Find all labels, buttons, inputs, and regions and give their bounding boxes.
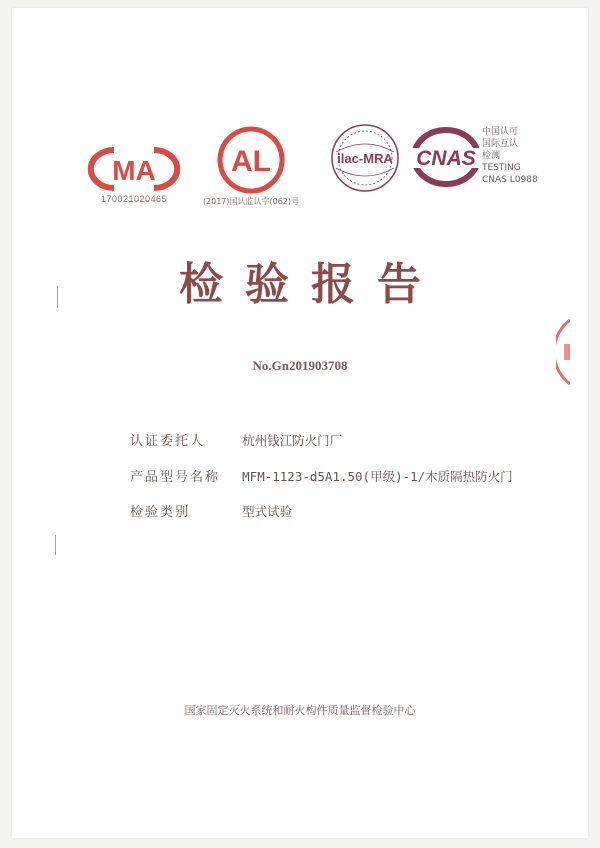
cnas-logo-text: CNAS xyxy=(416,147,476,170)
margin-mark xyxy=(55,535,56,555)
field-label: 检验类别 xyxy=(130,505,191,520)
cma-logo-text: MA xyxy=(112,155,156,186)
cal-logo-text: AL xyxy=(231,145,271,178)
cnas-logo xyxy=(404,126,488,188)
partial-seal-stamp xyxy=(556,318,570,386)
field-value: 杭州钱江防火门厂 xyxy=(242,433,343,448)
cal-logo-graphic xyxy=(196,126,306,196)
report-title: 检验报告 xyxy=(179,259,443,310)
product-model-field xyxy=(130,466,513,485)
report-number: No.Gn201903708 xyxy=(252,358,348,373)
cnas-caption-line: CNAS L0988 xyxy=(482,175,538,185)
issuing-authority: 国家固定灭火系统和耐火构件质量监督检验中心 xyxy=(184,704,416,717)
cnas-caption-line: 检测 xyxy=(482,151,501,161)
cnas-caption-line: 国际互认 xyxy=(482,139,519,149)
cnas-caption xyxy=(482,126,562,186)
cal-number: (2017)国认监认字(062)号 xyxy=(202,197,300,206)
cma-number: 170021020465 xyxy=(100,194,168,204)
ilac-mra-text: ilac-MRA xyxy=(337,151,393,166)
cma-logo xyxy=(84,144,184,210)
field-value: MFM-1123-d5A1.50(甲级)-1/木质隔热防火门 xyxy=(242,469,513,484)
field-label: 认证委托人 xyxy=(130,434,206,449)
cnas-caption-line: 中国认可 xyxy=(482,127,519,137)
cma-logo-graphic xyxy=(84,144,184,194)
inspection-type-field xyxy=(130,501,292,520)
ilac-mra-logo xyxy=(322,122,408,194)
field-label: 产品型号名称 xyxy=(130,470,221,485)
cnas-logo-graphic xyxy=(404,126,488,188)
ilac-mra-graphic xyxy=(322,122,408,194)
cal-logo xyxy=(196,126,306,212)
margin-mark xyxy=(57,286,58,308)
client-field xyxy=(130,430,342,449)
cnas-caption-line: TESTING xyxy=(482,163,521,173)
field-value: 型式试验 xyxy=(242,504,293,519)
